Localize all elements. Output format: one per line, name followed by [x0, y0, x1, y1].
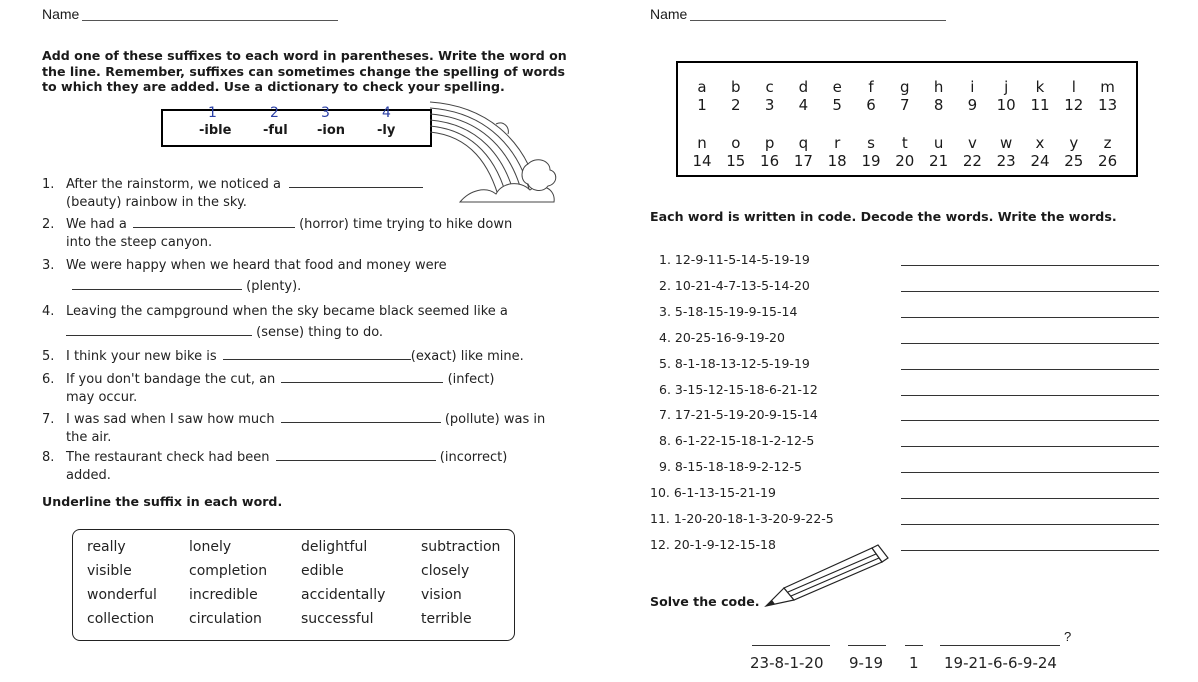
code-number: 1 [697, 96, 707, 114]
decode-answer-line[interactable] [901, 420, 1159, 421]
code-letter: c [765, 78, 774, 96]
right-name-label: Name [650, 6, 688, 22]
code-item: 7. 17-21-5-19-20-9-15-14 [659, 407, 818, 423]
solve-code-group-3: 1 [909, 654, 919, 672]
sentence-4 [42, 303, 508, 342]
answer-blank-5[interactable] [223, 349, 411, 360]
handwritten-3: 3 [321, 105, 330, 121]
sentence-2 [42, 216, 512, 252]
handwritten-1: 1 [208, 105, 217, 121]
code-letter: t [901, 134, 908, 152]
code-letter: i [970, 78, 975, 96]
word-item[interactable]: accidentally [301, 587, 386, 603]
sentence-3 [42, 257, 447, 296]
answer-blank-4[interactable] [66, 325, 252, 336]
code-letter: n [697, 134, 707, 152]
sentence-3-number: 3. [42, 258, 55, 273]
code-number: 14 [692, 152, 712, 170]
code-letter: x [1035, 134, 1045, 152]
code-letter: r [834, 134, 841, 152]
code-letter: a [697, 78, 707, 96]
code-letter: w [1000, 134, 1013, 152]
pencil-illustration [760, 542, 892, 614]
sentence-5-text-a: I think your new bike is [66, 349, 217, 364]
right-name-line[interactable] [690, 20, 946, 21]
code-number: 2 [731, 96, 741, 114]
left-name-line[interactable] [82, 20, 338, 21]
code-number: 12 [1064, 96, 1084, 114]
code-number: 18 [827, 152, 847, 170]
word-item[interactable]: wonderful [87, 587, 157, 603]
left-name-label: Name [42, 6, 80, 22]
code-letter: p [764, 134, 775, 152]
code-number: 21 [929, 152, 949, 170]
sentence-2-text-c: into the steep canyon. [66, 235, 213, 250]
sentence-7-text-a: I was sad when I saw how much [66, 412, 275, 427]
code-letter: o [731, 134, 741, 152]
sentence-6-number: 6. [42, 372, 55, 387]
sentence-6-text-c: may occur. [66, 390, 138, 405]
code-item: 11. 1-20-20-18-1-3-20-9-22-5 [650, 511, 834, 526]
rainbow-illustration [400, 94, 560, 214]
code-number: 19 [861, 152, 881, 170]
sentence-8 [42, 449, 507, 485]
sentence-6-text-a: If you don't bandage the cut, an [66, 372, 276, 387]
sentence-5-text-b: (exact) like mine. [410, 349, 524, 364]
code-number: 25 [1064, 152, 1084, 170]
code-number: 26 [1098, 152, 1118, 170]
handwritten-2: 2 [270, 105, 279, 121]
code-item: 8. 6-1-22-15-18-1-2-12-5 [659, 433, 815, 449]
code-number: 5 [832, 96, 842, 114]
code-letter: g [900, 78, 910, 96]
code-item: 3. 5-18-15-19-9-15-14 [659, 303, 798, 319]
sentence-7-text-b: (pollute) was in [444, 412, 546, 427]
solve-blank-1[interactable] [752, 645, 830, 646]
sentence-8-text-c: added. [66, 468, 111, 483]
answer-blank-8[interactable] [276, 450, 436, 461]
sentence-4-text-b: (sense) thing to do. [256, 325, 384, 340]
code-letter: z [1103, 134, 1112, 152]
code-item: 12. 20-1-9-12-15-18 [650, 536, 776, 552]
code-number: 7 [900, 96, 910, 114]
sentence-6 [42, 371, 494, 407]
word-item[interactable]: successful [301, 611, 374, 627]
decode-answer-line[interactable] [901, 265, 1159, 266]
solve-blank-2[interactable] [848, 645, 886, 646]
code-number: 6 [866, 96, 876, 114]
word-item[interactable]: completion [189, 563, 268, 579]
suffix-ible: -ible [199, 123, 232, 138]
code-letter: u [933, 134, 944, 152]
suffix-ful: -ful [263, 123, 288, 138]
sentence-2-number: 2. [42, 217, 55, 232]
word-item[interactable]: edible [301, 563, 344, 579]
sentence-8-text-b: (incorrect) [439, 450, 508, 465]
left-instructions: Add one of these suffixes to each word in parentheses. Write the word on the line. Remember, suffixes can sometimes change the spelling of words to which they are added. Use a dictionary to check your spelling. [42, 48, 567, 94]
code-item: 1. 12-9-11-5-14-5-19-19 [659, 252, 810, 267]
sentence-3-text-b: (plenty). [246, 279, 302, 294]
solve-code-group-4: 19-21-6-6-9-24 [944, 654, 1057, 672]
code-item: 4. 20-25-16-9-19-20 [659, 329, 785, 345]
code-number: 13 [1098, 96, 1118, 114]
suffix-ly: -ly [377, 123, 396, 138]
underline-instruction: Underline the suffix in each word. [42, 494, 283, 509]
sentence-1-text-b: (beauty) rainbow in the sky. [66, 195, 247, 210]
word-item[interactable]: terrible [421, 611, 472, 627]
code-letter: s [867, 134, 875, 152]
code-letter: j [1004, 78, 1009, 96]
word-item[interactable]: really [87, 539, 126, 555]
code-number: 17 [793, 152, 813, 170]
code-letter: f [868, 78, 874, 96]
code-item: 6. 3-15-12-15-18-6-21-12 [659, 381, 818, 397]
code-letter: q [798, 134, 809, 152]
decode-answer-line[interactable] [901, 524, 1159, 525]
decode-answer-line[interactable] [901, 550, 1159, 551]
answer-blank-2[interactable] [133, 217, 295, 228]
answer-blank-1[interactable] [289, 177, 423, 188]
code-number: 10 [996, 96, 1016, 114]
word-item[interactable]: vision [421, 587, 462, 603]
word-item[interactable]: lonely [189, 539, 232, 555]
code-item: 5. 8-1-18-13-12-5-19-19 [659, 355, 810, 371]
code-item: 9. 8-15-18-18-9-2-12-5 [659, 459, 802, 475]
code-letter: k [1035, 78, 1045, 96]
answer-blank-7[interactable] [281, 412, 441, 423]
sentence-1-text-a: After the rainstorm, we noticed a [66, 177, 282, 192]
solve-label: Solve the code. [650, 594, 760, 609]
decode-answer-line[interactable] [901, 369, 1159, 370]
code-item: 10. 6-1-13-15-21-19 [650, 485, 776, 501]
word-item[interactable]: collection [87, 611, 155, 627]
code-letter: e [832, 78, 842, 96]
code-letter: y [1069, 134, 1079, 152]
code-letter: m [1100, 78, 1115, 96]
solve-code-group-2: 9-19 [849, 654, 884, 672]
sentence-2-text-a: We had a [66, 217, 127, 232]
code-number: 4 [798, 96, 809, 114]
sentence-6-text-b: (infect) [447, 372, 495, 387]
sentence-8-text-a: The restaurant check had been [66, 450, 270, 465]
solve-code-group-1: 23-8-1-20 [750, 654, 824, 672]
code-number: 9 [967, 96, 978, 114]
handwritten-4: 4 [382, 105, 391, 121]
code-number: 22 [962, 152, 982, 170]
decode-answer-line[interactable] [901, 291, 1159, 292]
word-item[interactable]: delightful [301, 539, 368, 555]
sentence-8-number: 8. [42, 450, 55, 465]
code-number: 20 [895, 152, 915, 170]
code-letter: l [1071, 78, 1076, 96]
solve-question-mark: ? [1064, 629, 1072, 644]
word-item[interactable]: circulation [189, 611, 262, 627]
suffix-ion: -ion [317, 123, 346, 138]
decode-answer-line[interactable] [901, 472, 1159, 473]
sentence-7 [42, 411, 545, 447]
answer-blank-6[interactable] [281, 372, 443, 383]
sentence-7-text-c: the air. [66, 430, 112, 445]
code-letter: h [933, 78, 944, 96]
word-item[interactable]: visible [87, 563, 132, 579]
code-number: 3 [764, 96, 775, 114]
sentence-4-text-a: Leaving the campground when the sky became black seemed like a [66, 304, 508, 319]
sentence-5 [42, 348, 524, 366]
sentence-5-number: 5. [42, 349, 55, 364]
answer-blank-3[interactable] [72, 279, 242, 290]
solve-blank-3[interactable] [905, 645, 923, 646]
decode-answer-line[interactable] [901, 446, 1159, 447]
sentence-7-number: 7. [42, 412, 55, 427]
decode-answer-line[interactable] [901, 395, 1159, 396]
sentence-4-number: 4. [42, 304, 55, 319]
word-item[interactable]: closely [421, 563, 470, 579]
suffix-box [161, 109, 432, 147]
sentence-1-number: 1. [42, 177, 55, 192]
decode-instruction: Each word is written in code. Decode the words. Write the words. [650, 209, 1117, 224]
decode-answer-line[interactable] [901, 343, 1159, 344]
code-letter: b [731, 78, 741, 96]
code-number: 24 [1030, 152, 1050, 170]
code-number: 16 [760, 152, 780, 170]
code-number: 15 [726, 152, 746, 170]
sentence-3-text-a: We were happy when we heard that food and money were [66, 258, 447, 273]
word-item[interactable]: incredible [189, 587, 258, 603]
code-item: 2. 10-21-4-7-13-5-14-20 [659, 277, 810, 293]
code-letter: v [967, 134, 977, 152]
sentence-2-text-b: (horror) time trying to hike down [299, 217, 513, 232]
code-letter: d [798, 78, 809, 96]
word-item[interactable]: subtraction [421, 539, 501, 555]
decode-answer-line[interactable] [901, 498, 1159, 499]
decode-answer-line[interactable] [901, 317, 1159, 318]
code-number: 11 [1030, 96, 1050, 114]
sentence-1 [42, 176, 423, 212]
code-number: 8 [933, 96, 944, 114]
code-number: 23 [996, 152, 1016, 170]
solve-blank-4[interactable] [940, 645, 1060, 646]
